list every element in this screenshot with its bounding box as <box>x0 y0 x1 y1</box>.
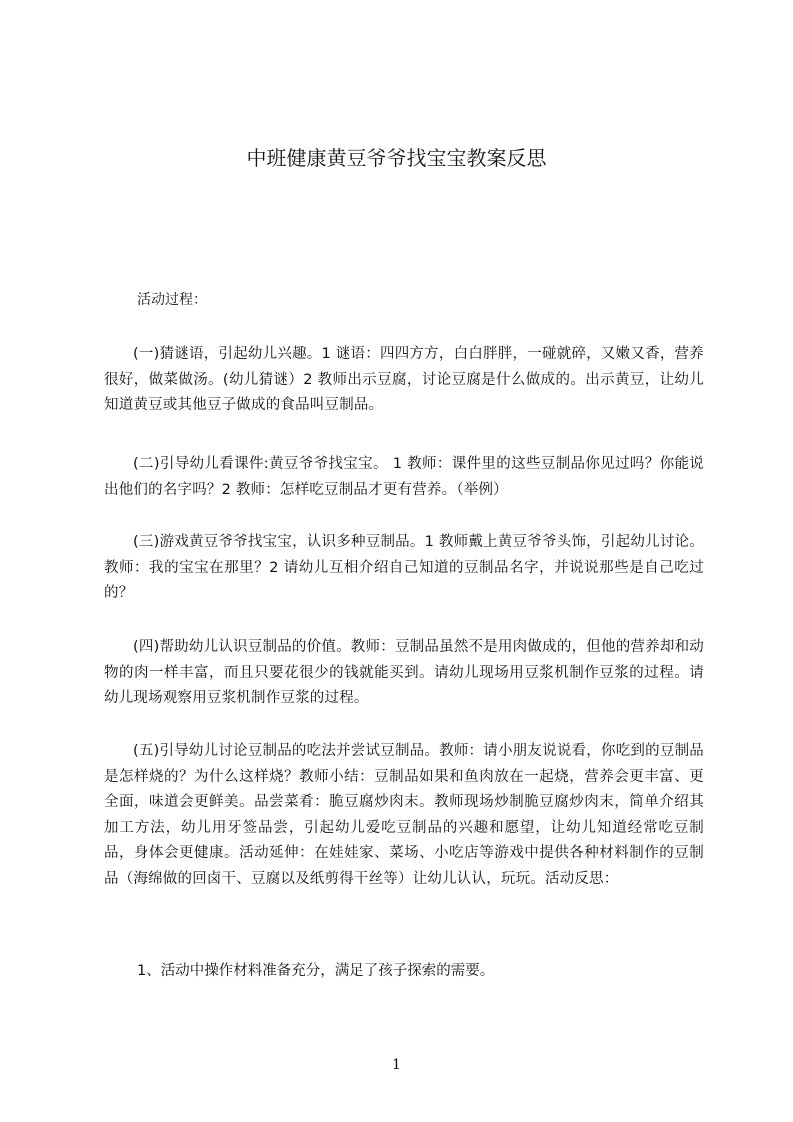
paragraph-step-4: (四)帮助幼儿认识豆制品的价值。教师：豆制品虽然不是用肉做成的，但他的营养却和动物的肉一样丰富，而且只要花很少的钱就能买到。请幼儿现场用豆浆机制作豆浆的过程。请幼儿现场观察用豆浆机制作豆浆的过程。 <box>104 639 704 706</box>
paragraph-step-1: (一)猜谜语，引起幼儿兴趣。1 谜语：四四方方，白白胖胖，一碰就碎，又嫩又香，营养很好，做菜做汤。(幼儿猜谜）2 教师出示豆腐，讨论豆腐是什么做成的。出示黄豆，让幼儿知道黄豆或其他豆子做成的食品叫豆制品。 <box>104 346 704 413</box>
paragraph-step-2: (二)引导幼儿看课件:黄豆爷爷找宝宝。 1 教师：课件里的这些豆制品你见过吗？你能说出他们的名字吗？2 教师：怎样吃豆制品才更有营养。（举例） <box>104 456 704 498</box>
section-label-activity-process: 活动过程： <box>137 292 207 308</box>
document-title: 中班健康黄豆爷爷找宝宝教案反思 <box>246 146 547 170</box>
paragraph-step-3: (三)游戏黄豆爷爷找宝宝，认识多种豆制品。1 教师戴上黄豆爷爷头饰，引起幼儿讨论。教师：我的宝宝在那里？2 请幼儿互相介绍自己知道的豆制品名字，并说说那些是自己吃过的？ <box>104 534 704 601</box>
paragraph-step-5: (五)引导幼儿讨论豆制品的吃法并尝试豆制品。教师：请小朋友说说看，你吃到的豆制品是怎样烧的？为什么这样烧？教师小结：豆制品如果和鱼肉放在一起烧，营养会更丰富、更全面，味道会更鲜美。品尝菜肴：脆豆腐炒肉末。教师现场炒制脆豆腐炒肉末，简单介绍其加工方法，幼儿用牙签品尝，引起幼儿爱吃豆制品的兴趣和愿望，让幼儿知道经常吃豆制品，身体会更健康。活动延伸：在娃娃家、菜场、小吃店等游戏中提供各种材料制作的豆制品（海绵做的回卤干、豆腐以及纸剪得干丝等）让幼儿认认，玩玩。活动反思： <box>104 743 704 887</box>
page-number: 1 <box>392 1057 401 1073</box>
reflection-item-1: 1、活动中操作材料准备充分，满足了孩子探索的需要。 <box>137 963 495 979</box>
